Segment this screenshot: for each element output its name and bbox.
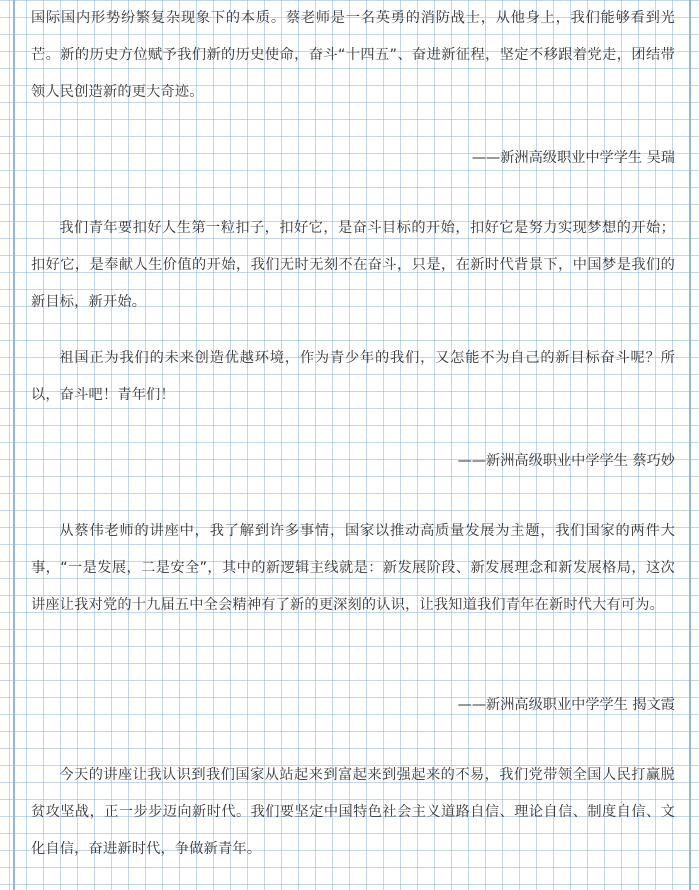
- paragraph-2: 我们青年要扣好人生第一粒扣子，扣好它，是奋斗目标的开始，扣好它是努力实现梦想的开始；扣好它，是奉献人生价值的开始，我们无时无刻不在奋斗，只是，在新时代背景下，中国梦是我们的新目标，新开始。: [31, 220, 675, 310]
- signature-1: ——新洲高级职业中学学生 吴瑞: [471, 150, 675, 166]
- left-frame-border: [13, 0, 15, 890]
- paragraph-4: 从蔡伟老师的讲座中，我了解到许多事情，国家以推动高质量发展为主题，我们国家的两件大事，“一是发展，二是安全”，其中的新逻辑主线就是：新发展阶段、新发展理念和新发展格局，这次讲座让我对党的十九届五中全会精神有了新的更深刻的认识，让我知道我们青年在新时代大有可为。: [31, 523, 675, 613]
- paragraph-3: 祖国正为我们的未来创造优越环境，作为青少年的我们，又怎能不为自己的新目标奋斗呢？所以，奋斗吧！青年们！: [31, 350, 675, 403]
- paragraph-5: 今天的讲座让我认识到我们国家从站起来到富起来到强起来的不易，我们党带领全国人民打赢脱贫攻坚战，正一步步迈向新时代。我们要坚定中国特色社会主义道路自信、理论自信、制度自信、文化自信，奋进新时代，争做新青年。: [31, 767, 675, 857]
- right-frame-border: [689, 0, 691, 890]
- paragraph-1: 国际国内形势纷繁复杂现象下的本质。蔡老师是一名英勇的消防战士，从他身上，我们能够看到光芒。新的历史方位赋予我们新的历史使命，奋斗“十四五”、奋进新征程，坚定不移跟着党走，团结带领人民创造新的更大奇迹。: [31, 10, 675, 100]
- signature-3: ——新洲高级职业中学学生 揭文霞: [457, 697, 675, 713]
- signature-2: ——新洲高级职业中学学生 蔡巧妙: [457, 453, 675, 469]
